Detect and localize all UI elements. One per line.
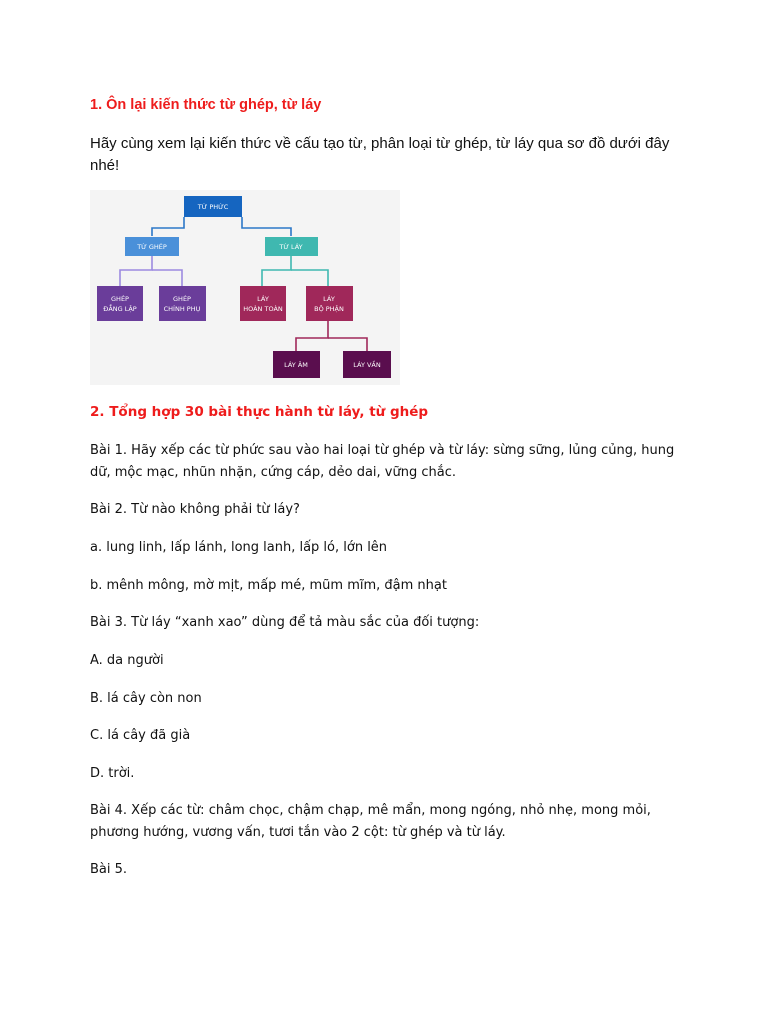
diagram-svg: [90, 190, 400, 385]
node-redup-sound: [273, 351, 320, 378]
node-full-line2: HOÀN TOÀN: [243, 305, 283, 313]
node-redup-label: TỪ LÁY: [279, 243, 303, 251]
node-coordinate-line2: ĐẲNG LẬP: [103, 305, 137, 313]
node-subordinate-line1: GHÉP: [173, 295, 191, 303]
node-subordinate-box: [159, 286, 206, 321]
node-coordinate-line1: GHÉP: [111, 295, 129, 303]
node-compound: [125, 237, 179, 256]
exercise-3-option-d: D. trời.: [90, 766, 135, 781]
exercise-2-option-b: b. mênh mông, mờ mịt, mấp mé, mũm mĩm, đậm nhạt: [90, 578, 447, 593]
exercise-2-option-a: a. lung linh, lấp lánh, long lanh, lấp ló, lớn lên: [90, 540, 388, 555]
node-compound-coordinate: [97, 286, 143, 321]
node-sound-label: LÁY ÂM: [284, 361, 308, 369]
exercise-3: Bài 3. Từ láy “xanh xao” dùng để tả màu sắc của đối tượng:: [90, 615, 480, 630]
exercise-2: Bài 2. Từ nào không phải từ láy?: [90, 502, 300, 517]
node-root-label: TỪ PHỨC: [197, 203, 229, 211]
exercise-3-option-a: A. da người: [90, 653, 164, 668]
node-coordinate-box: [97, 286, 143, 321]
exercise-3-option-b: B. lá cây còn non: [90, 691, 202, 706]
node-root: [184, 196, 242, 217]
node-rhyme-label: LÁY VẦN: [353, 361, 381, 369]
node-partial-box: [306, 286, 353, 321]
section-1-heading: 1. Ôn lại kiến thức từ ghép, từ láy: [90, 97, 322, 113]
node-redup-full: [240, 286, 286, 321]
word-structure-diagram: [90, 190, 400, 385]
node-redup-rhyme: [343, 351, 391, 378]
node-partial-line2: BỘ PHẬN: [314, 305, 344, 313]
node-compound-label: TỪ GHÉP: [137, 243, 167, 251]
node-partial-line1: LÁY: [323, 295, 335, 303]
node-reduplicative: [265, 237, 318, 256]
node-subordinate-line2: CHÍNH PHỤ: [163, 305, 201, 313]
exercise-3-option-c: C. lá cây đã già: [90, 728, 191, 743]
exercise-5: Bài 5.: [90, 862, 128, 877]
node-full-box: [240, 286, 286, 321]
exercise-4: Bài 4. Xếp các từ: châm chọc, chậm chạp, mê mẩn, mong ngóng, nhỏ nhẹ, mong mỏi, phương hướng, vương vấn, tươi tắn vào 2 cột: từ ghép và từ láy.: [90, 803, 651, 840]
node-compound-subordinate: [159, 286, 206, 321]
node-redup-partial: [306, 286, 353, 321]
exercise-1: Bài 1. Hãy xếp các từ phức sau vào hai loại từ ghép và từ láy: sừng sững, lủng củng, hung dữ, mộc mạc, nhũn nhặn, cứng cáp, dẻo dai, vững chắc.: [90, 443, 675, 480]
node-full-line1: LÁY: [257, 295, 269, 303]
section-1-intro: Hãy cùng xem lại kiến thức về cấu tạo từ, phân loại từ ghép, từ láy qua sơ đồ dưới đây nhé!: [90, 135, 670, 174]
section-2-heading: 2. Tổng hợp 30 bài thực hành từ láy, từ ghép: [90, 404, 429, 420]
